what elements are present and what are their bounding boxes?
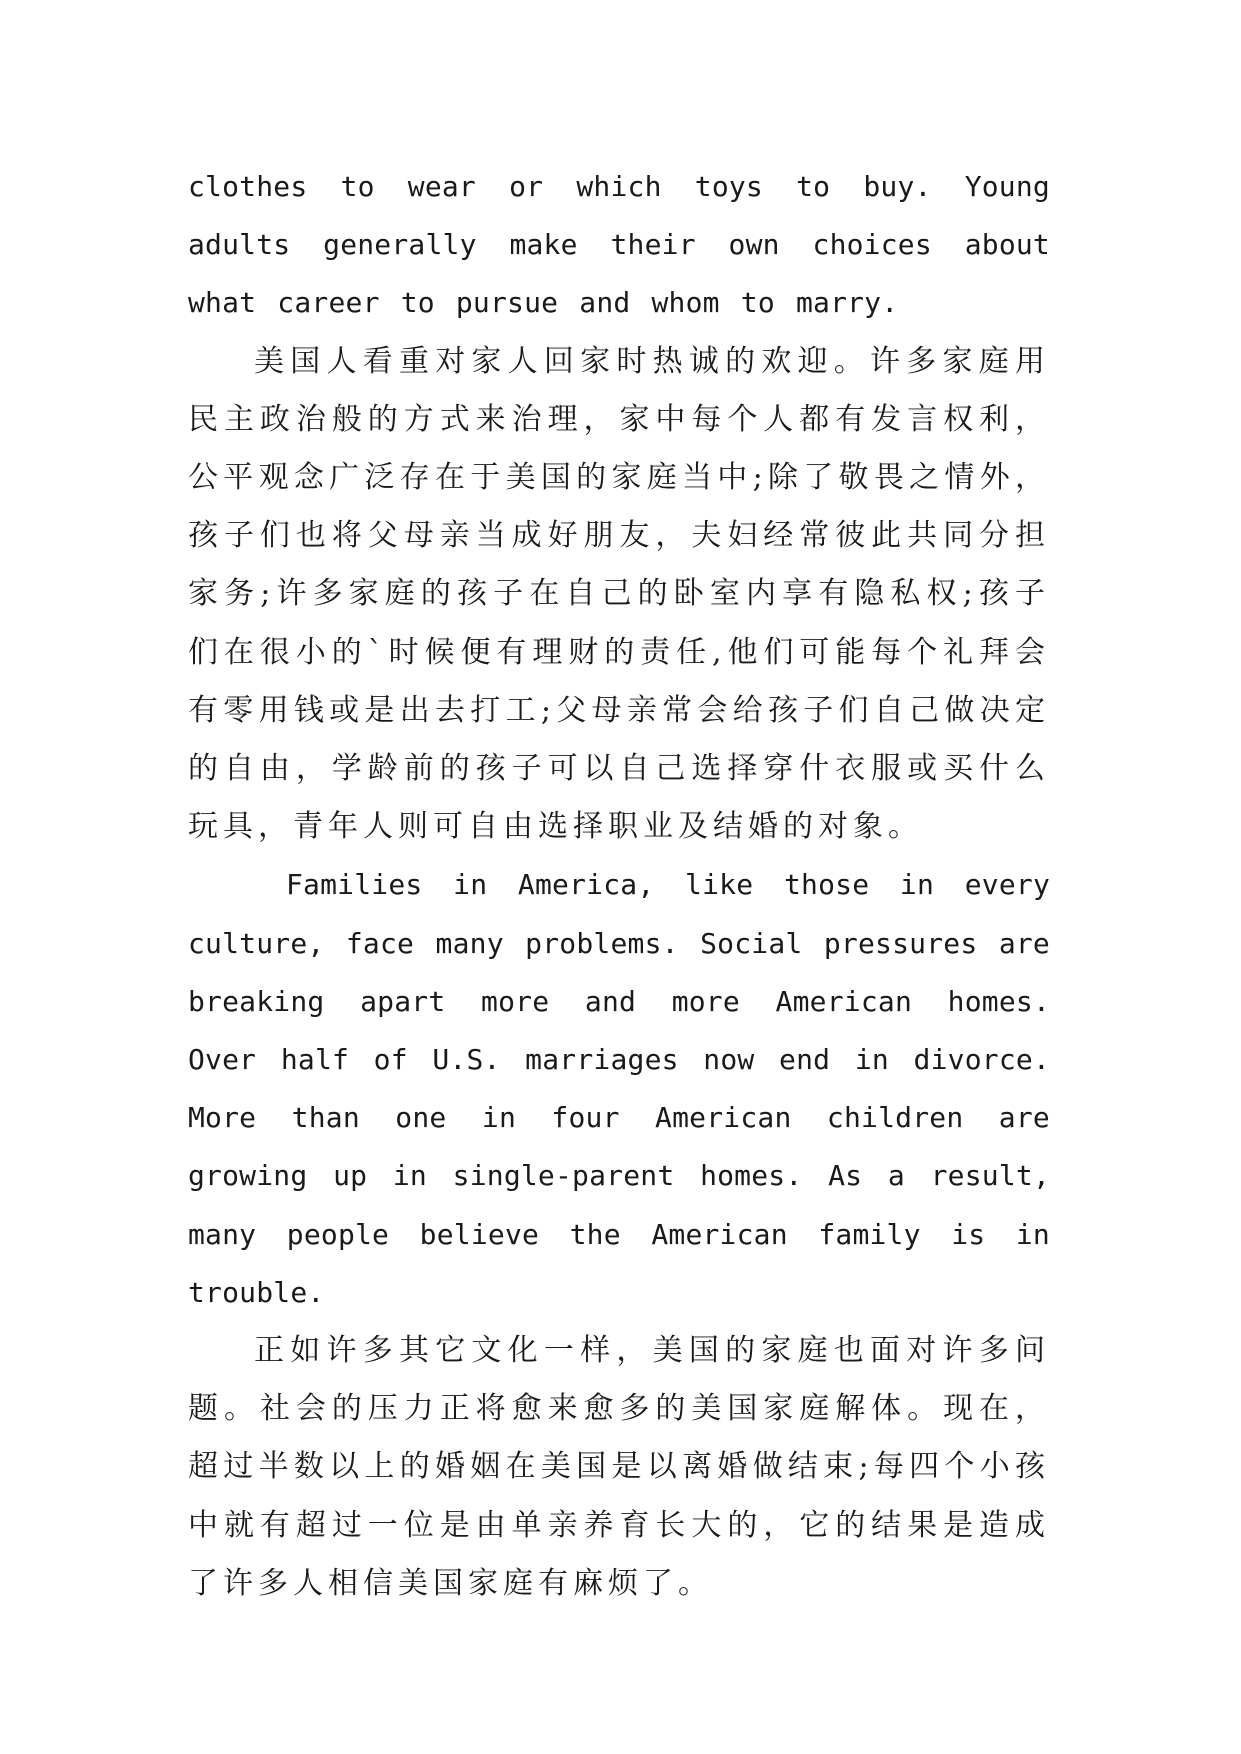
paragraph-chinese-1: 美国人看重对家人回家时热诚的欢迎。许多家庭用民主政治般的方式来治理，家中每个人都有发言权利，公平观念广泛存在于美国的家庭当中;除了敬畏之情外，孩子们也将父母亲当成好朋友，夫妇经常彼此共同分担家务;许多家庭的孩子在自己的卧室内享有隐私权;孩子们在很小的`时候便有理财的责任,他们可能每个礼拜会有零用钱或是出去打工;父母亲常会给孩子们自己做决定的自由，学龄前的孩子可以自己选择穿什衣服或买什么玩具，青年人则可自由选择职业及结婚的对象。 <box>188 343 1050 845</box>
paragraph-chinese-2: 正如许多其它文化一样，美国的家庭也面对许多问题。社会的压力正将愈来愈多的美国家庭解体。现在，超过半数以上的婚姻在美国是以离婚做结束;每四个小孩中就有超过一位是由单亲养育长大的，它的结果是造成了许多人相信美国家庭有麻烦了。 <box>188 1333 1050 1601</box>
paragraph-english-2: Families in America, like those in every culture, face many problems. Social pressures are breaking apart more and more American homes. Over half of U.S. marriages now end in divorce. More than one in four American children are growing up in single-parent homes. As a result, many people believe the American family is in trouble. <box>188 868 1050 1309</box>
paragraph-english-1: clothes to wear or which toys to buy. Young adults generally make their own choices about what career to pursue and whom to marry. <box>188 170 1050 320</box>
document-body <box>188 158 1050 1613</box>
